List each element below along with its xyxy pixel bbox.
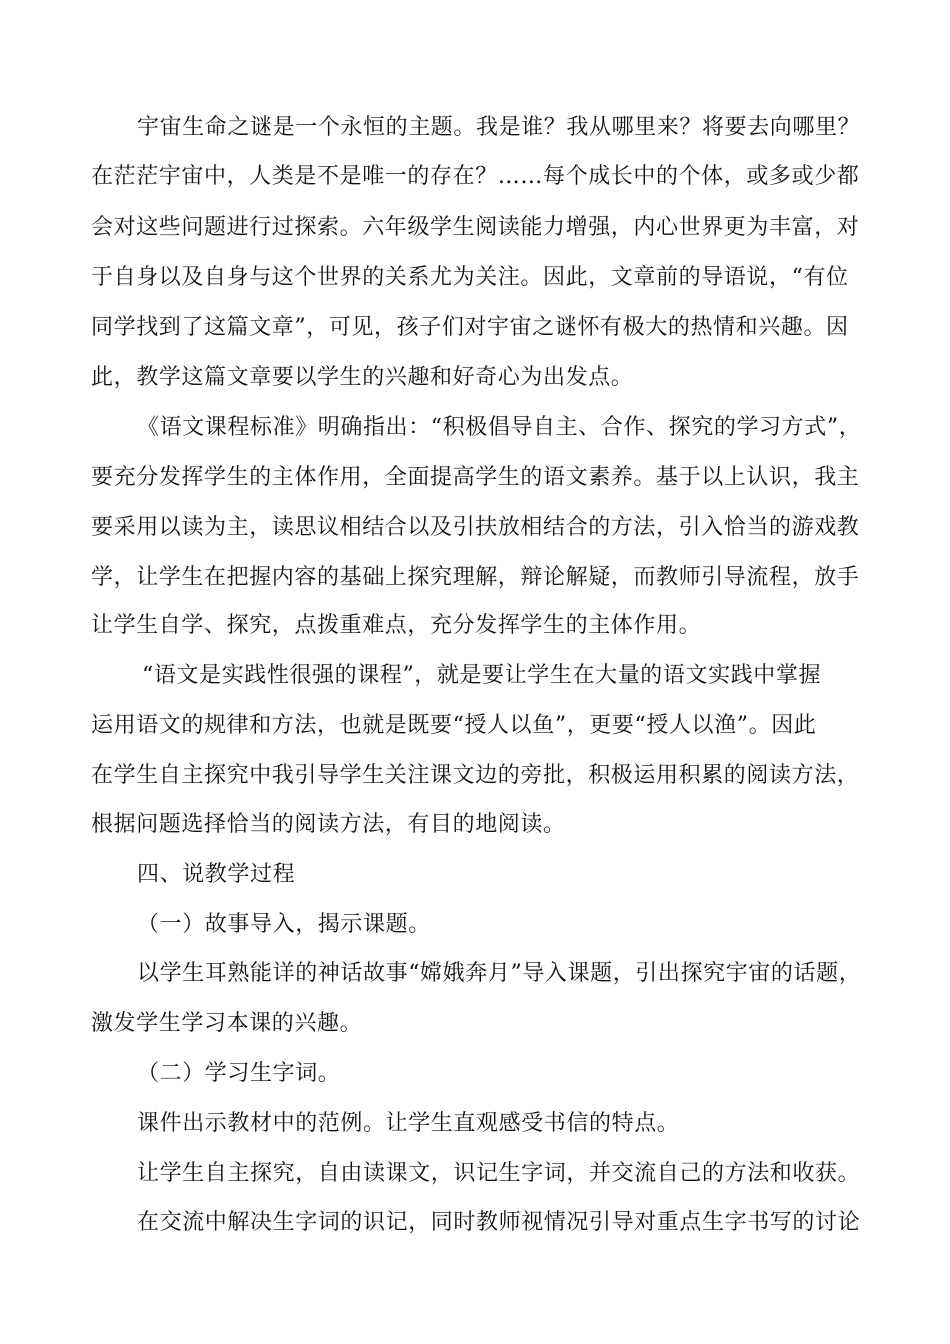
text-line: 课件出示教材中的范例。让学生直观感受书信的特点。 xyxy=(137,1111,680,1136)
text-line: 在茫茫宇宙中，人类是不是唯一的存在？……每个成长中的个体，或多或少都 xyxy=(91,164,860,189)
text-line: 同学找到了这篇文章”，可见，孩子们对宇宙之谜怀有极大的热情和兴趣。因 xyxy=(91,315,849,340)
text-line: 于自身以及自身与这个世界的关系尤为关注。因此，文章前的导语说，“有位 xyxy=(91,265,849,290)
text-line: 激发学生学习本课的兴趣。 xyxy=(91,1011,363,1036)
text-line: 会对这些问题进行过探索。六年级学生阅读能力增强，内心世界更为丰富，对 xyxy=(91,215,860,240)
text-line: 在学生自主探究中我引导学生关注课文边的旁批，积极运用积累的阅读方法， xyxy=(91,763,860,788)
text-line: 要采用以读为主，读思议相结合以及引扶放相结合的方法，引入恰当的游戏教 xyxy=(91,515,860,540)
section-heading: 四、说教学过程 xyxy=(137,862,296,887)
text-line: 此，教学这篇文章要以学生的兴趣和好奇心为出发点。 xyxy=(91,365,634,390)
subsection-heading: （二）学习生字词。 xyxy=(137,1061,341,1086)
text-line: 学，让学生在把握内容的基础上探究理解，辩论解疑，而教师引导流程，放手 xyxy=(91,565,860,590)
text-line: 运用语文的规律和方法，也就是既要“授人以鱼”，更要“授人以渔”。因此 xyxy=(91,713,817,738)
text-line: 让学生自主探究，自由读课文，识记生字词，并交流自己的方法和收获。 xyxy=(137,1161,861,1186)
text-line: 在交流中解决生字词的识记，同时教师视情况引导对重点生字书写的讨论 xyxy=(137,1210,861,1235)
text-line: 以学生耳熟能详的神话故事“嫦娥奔月”导入课题，引出探究宇宙的话题， xyxy=(137,961,862,986)
text-line: “语文是实践性很强的课程”，就是要让学生在大量的语文实践中掌握 xyxy=(142,663,822,688)
text-line: 宇宙生命之谜是一个永恒的主题。我是谁？我从哪里来？将要去向哪里？ xyxy=(137,115,861,140)
subsection-heading: （一）故事导入，揭示课题。 xyxy=(137,912,431,937)
text-line: 要充分发挥学生的主体作用，全面提高学生的语文素养。基于以上认识，我主 xyxy=(91,465,860,490)
text-line: 让学生自学、探究，点拨重难点，充分发挥学生的主体作用。 xyxy=(91,613,702,638)
text-line: 《语文课程标准》明确指出：“积极倡导自主、合作、探究的学习方式”， xyxy=(137,415,862,440)
text-line: 根据问题选择恰当的阅读方法，有目的地阅读。 xyxy=(91,812,566,837)
